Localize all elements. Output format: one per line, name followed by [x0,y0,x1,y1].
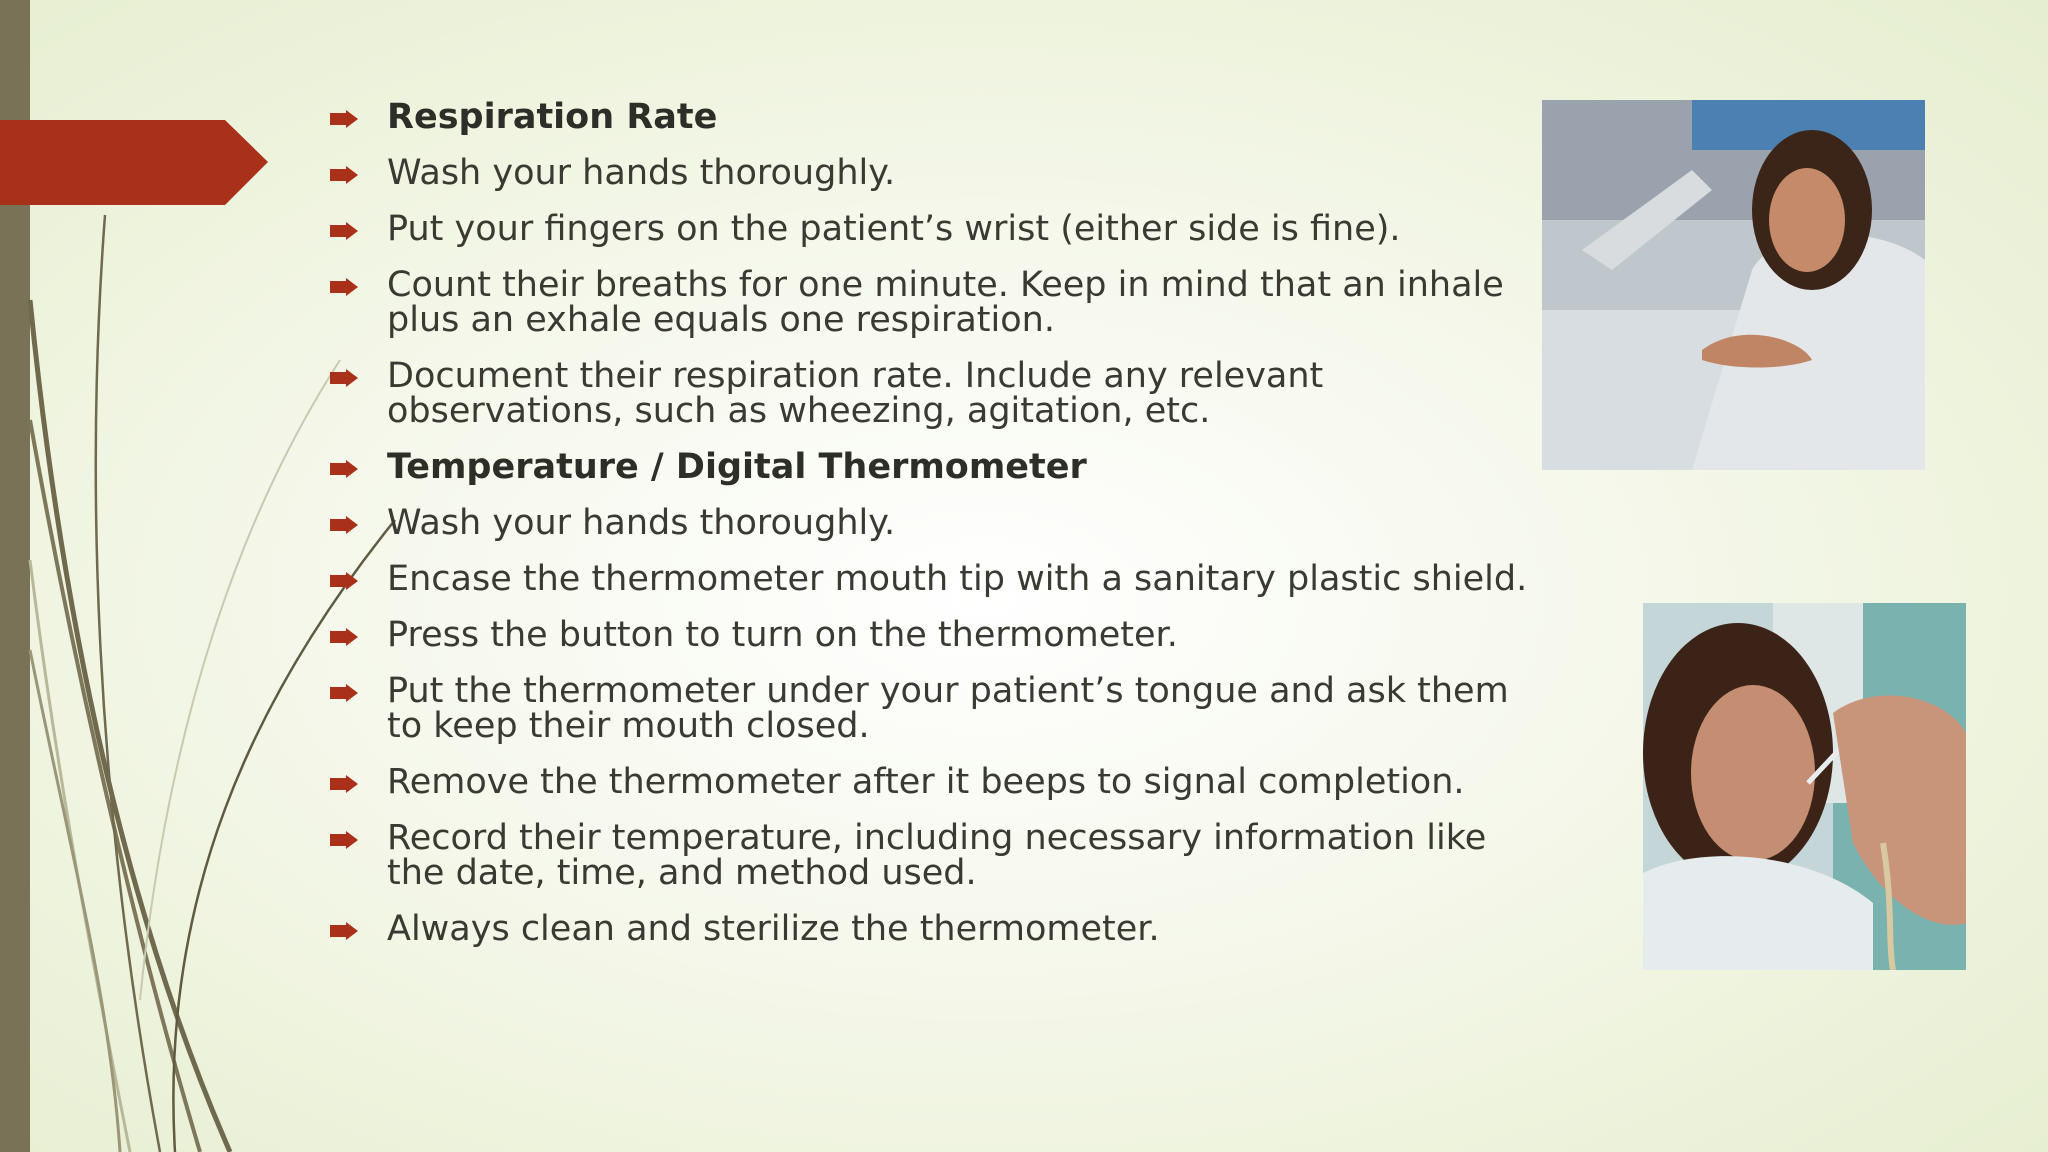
bullet-text: Wash your hands thoroughly. [387,503,896,543]
bullet-text: Always clean and sterilize the thermometer. [387,909,1160,949]
right-arrow-bullet-icon [330,110,358,128]
right-arrow-bullet-icon [330,922,358,940]
bullet-item [330,97,1530,137]
bullet-text: Record their temperature, including necessary information like the date, time, and method used. [387,818,1487,893]
bullet-item [330,265,1530,340]
right-arrow-bullet-icon [330,628,358,646]
bullet-item [330,503,1530,543]
right-arrow-bullet-icon [330,369,358,387]
bullet-text: Remove the thermometer after it beeps to signal completion. [387,762,1465,802]
bullet-item [330,153,1530,193]
right-arrow-bullet-icon [330,278,358,296]
bullet-text: Encase the thermometer mouth tip with a sanitary plastic shield. [387,559,1528,599]
bullet-item [330,447,1530,487]
bullet-item [330,356,1530,431]
bullet-text: Put your fingers on the patient’s wrist (either side is fine). [387,209,1401,249]
right-arrow-bullet-icon [330,516,358,534]
right-arrow-bullet-icon [330,166,358,184]
right-arrow-bullet-icon [330,831,358,849]
right-arrow-bullet-icon [330,222,358,240]
bullet-item [330,818,1530,893]
bullet-item [330,762,1530,802]
bullet-text: Wash your hands thoroughly. [387,153,896,193]
bullet-list [330,97,1530,968]
photo-oral-thermometer [1643,603,1966,970]
bullet-text: Respiration Rate [387,97,718,137]
bullet-text: Put the thermometer under your patient’s tongue and ask them to keep their mouth closed. [387,671,1509,746]
bullet-item [330,559,1530,599]
right-arrow-bullet-icon [330,572,358,590]
bullet-item [330,615,1530,655]
photo-respiration-check [1542,100,1925,470]
bullet-item [330,671,1530,746]
bullet-text: Press the button to turn on the thermometer. [387,615,1178,655]
right-arrow-bullet-icon [330,684,358,702]
right-arrow-bullet-icon [330,775,358,793]
bullet-text: Count their breaths for one minute. Keep in mind that an inhale plus an exhale equals one respiration. [387,265,1504,340]
bullet-item [330,909,1530,949]
red-arrow-tab [0,120,268,205]
bullet-item [330,209,1530,249]
right-arrow-bullet-icon [330,460,358,478]
bullet-text: Temperature / Digital Thermometer [387,447,1087,487]
bullet-text: Document their respiration rate. Include any relevant observations, such as wheezing, agitation, etc. [387,356,1324,431]
